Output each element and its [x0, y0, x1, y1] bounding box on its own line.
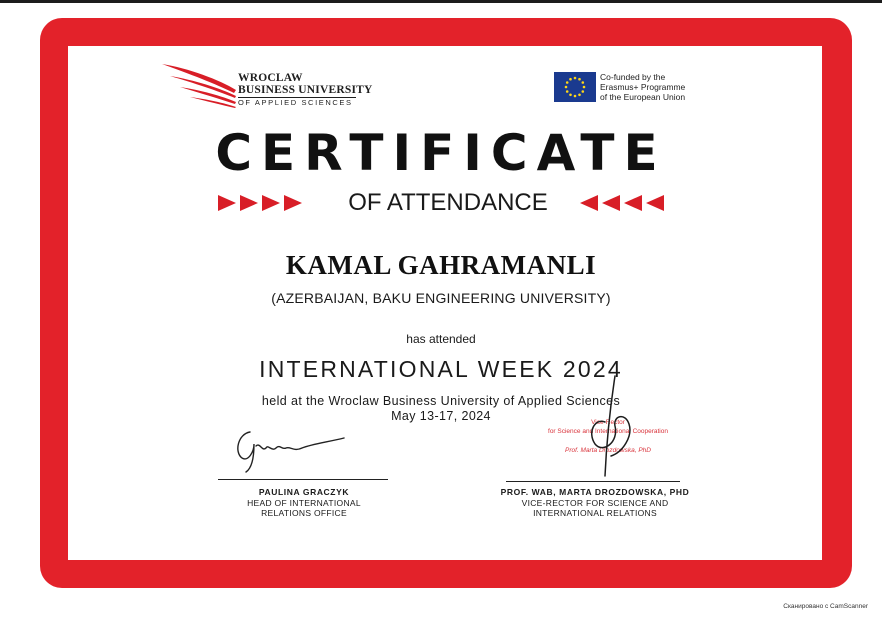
- signatory-name: PAULINA GRACZYK: [258, 487, 350, 497]
- university-name-line3: OF APPLIED SCIENCES: [238, 98, 353, 107]
- university-logo: [160, 60, 373, 110]
- scan-edge: [0, 0, 882, 3]
- stamp-line1: Vice-Rector: [591, 419, 625, 426]
- erasmus-line2: Erasmus+ Programme: [600, 82, 686, 92]
- stamp-line2: for Science and International Cooperation: [548, 428, 668, 435]
- scanner-watermark: Сканировано с CamScanner: [783, 603, 868, 610]
- event-name: INTERNATIONAL WEEK 2024: [259, 356, 623, 382]
- signatory-title-line1: VICE-RECTOR FOR SCIENCE AND: [521, 497, 669, 508]
- subtitle-row: [218, 188, 664, 218]
- signatory-left: [208, 487, 400, 519]
- recipient-name: KAMAL GAHRAMANLI: [285, 250, 597, 280]
- signature-graczyk: [228, 422, 348, 474]
- arrows-left-icon: [574, 193, 664, 213]
- event-location: held at the Wroclaw Business University of Applied Sciences: [261, 394, 621, 408]
- erasmus-line3: of the European Union: [600, 92, 686, 102]
- eu-flag-icon: [554, 72, 596, 102]
- signatory-right: [490, 487, 700, 519]
- erasmus-line1: Co-funded by the: [600, 72, 666, 82]
- signature-line-left: [218, 479, 388, 480]
- wing-swoosh-icon: [160, 60, 240, 108]
- erasmus-logo: [554, 72, 704, 104]
- arrows-right-icon: [218, 193, 308, 213]
- signature-line-right: [506, 481, 680, 482]
- stamp-line3: Prof. Marta Drozdowska, PhD: [565, 447, 651, 454]
- signatory-title-line2: RELATIONS OFFICE: [261, 508, 347, 518]
- university-name-line2: BUSINESS UNIVERSITY: [238, 84, 373, 96]
- signatory-title-line1: HEAD OF INTERNATIONAL: [247, 497, 361, 508]
- signatory-name: PROF. WAB, MARTA DROZDOWSKA, PHD: [500, 487, 690, 497]
- signatory-title-line2: INTERNATIONAL RELATIONS: [533, 508, 657, 518]
- signature-drozdowska: [575, 372, 635, 482]
- certificate-subtitle: OF ATTENDANCE: [348, 189, 548, 216]
- event-dates: May 13-17, 2024: [391, 409, 491, 423]
- certificate-title: CERTIFICATE: [215, 124, 667, 182]
- attended-text: has attended: [406, 332, 476, 346]
- erasmus-text: [600, 72, 685, 102]
- university-name-line1: WROCLAW: [238, 72, 303, 84]
- recipient-affiliation: (AZERBAIJAN, BAKU ENGINEERING UNIVERSITY): [271, 290, 611, 306]
